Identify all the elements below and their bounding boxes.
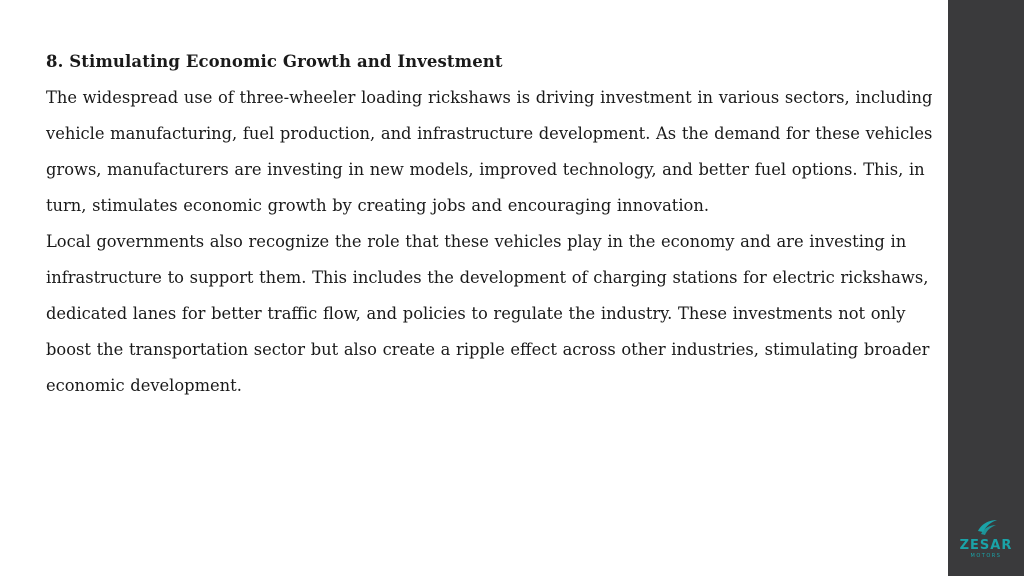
slide-content [46,44,938,404]
company-logo [948,517,1024,560]
paragraph-investment-sectors: The widespread use of three-wheeler loading rickshaws is driving investment in various sectors, including vehicle manufacturing, fuel production, and infrastructure development. As the demand for these vehicles grows, manufacturers are investing in new models, improved technology, and better fuel options. This, in turn, stimulates economic growth by creating jobs and encouraging innovation. [46,88,933,215]
section-heading: 8. Stimulating Economic Growth and Investment [46,52,503,71]
logo-tagline: MOTORS [970,553,1002,559]
swoosh-logo-icon [972,517,1000,537]
paragraph-government-infrastructure: Local governments also recognize the role that these vehicles play in the economy and are investing in infrastructure to support them. This includes the development of charging stations for electric rickshaws, dedicated lanes for better traffic flow, and policies to regulate the industry. These investments not only boost the transportation sector but also create a ripple effect across other industries, stimulating broader economic development. [46,232,930,395]
right-sidebar [948,0,1024,576]
logo-wordmark: ZESAR [959,538,1013,553]
